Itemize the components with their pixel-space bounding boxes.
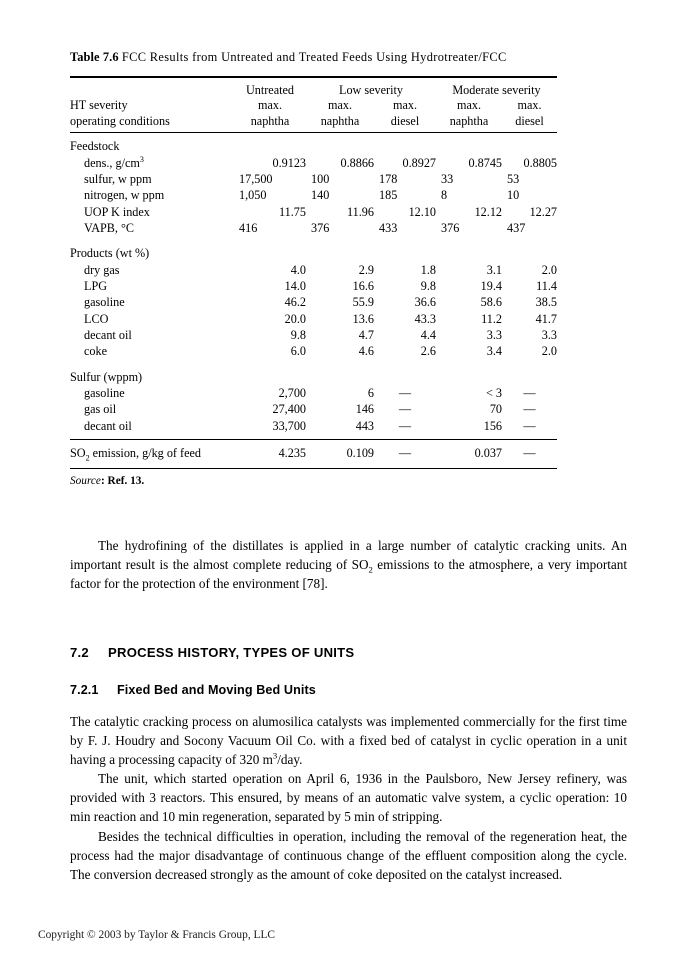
header-max-1: max. xyxy=(257,98,283,113)
fcc-results-table xyxy=(70,76,557,470)
table-row xyxy=(70,294,557,310)
section-title-feedstock: Feedstock xyxy=(70,139,120,154)
cell-sdecant-low-diesel: — xyxy=(398,418,412,433)
cell-so2-untreated-naphtha: 4.235 xyxy=(278,446,306,461)
row-label-nitrogen: nitrogen, w ppm xyxy=(84,188,165,203)
source-text: : Ref. 13. xyxy=(100,475,145,488)
cell-sulfur-mod-naphtha: 33 xyxy=(441,171,454,186)
row-label-lco: LCO xyxy=(84,311,109,326)
cell-gasoline-untreated-naphtha: 46.2 xyxy=(284,295,306,310)
spacer xyxy=(70,461,557,469)
header-group-untreated: Untreated xyxy=(245,82,295,97)
row-label-gasoline-sulfur: gasoline xyxy=(84,386,125,401)
header-stub-line1: HT severity xyxy=(70,98,128,113)
subsection-title: Fixed Bed and Moving Bed Units xyxy=(117,683,316,697)
cell-sulfur-low-diesel: 178 xyxy=(379,171,398,186)
table-row xyxy=(70,418,557,434)
cell-drygas-mod-naphtha: 3.1 xyxy=(486,262,502,277)
header-subcol-4: naphtha xyxy=(449,113,489,128)
table-section-heading xyxy=(70,138,557,154)
cell-nitrogen-low-naphtha: 140 xyxy=(311,188,330,203)
cell-gasoline-mod-naphtha: 58.6 xyxy=(480,295,502,310)
cell-decantoil-mod-naphtha: 3.3 xyxy=(486,328,502,343)
cell-density-mod-naphtha: 0.8745 xyxy=(468,155,502,170)
cell-decantoil-low-diesel: 4.4 xyxy=(420,328,436,343)
cell-coke-low-naphtha: 4.6 xyxy=(358,344,374,359)
cell-nitrogen-low-diesel: 185 xyxy=(379,188,398,203)
table-section-heading xyxy=(70,369,557,385)
section-number: 7.2 xyxy=(70,645,89,660)
cell-sulfur-mod-diesel: 53 xyxy=(507,171,520,186)
header-stub-line2: operating conditions xyxy=(70,113,170,128)
row-label-density: dens., $g/cm^3$ xyxy=(84,154,144,170)
header-max-4: max. xyxy=(456,98,482,113)
cell-sdecant-mod-diesel: — xyxy=(523,418,536,433)
header-stub-blank xyxy=(70,83,234,99)
cell-sgasoline-mod-naphtha: < 3 xyxy=(485,386,502,401)
cell-drygas-low-diesel: 1.8 xyxy=(420,262,436,277)
cell-density-mod-diesel: 0.8805 xyxy=(523,155,557,170)
cell-sgasoline-mod-diesel: — xyxy=(523,386,536,401)
cell-density-low-diesel: 0.8927 xyxy=(402,155,436,170)
cell-decantoil-untreated-naphtha: 9.8 xyxy=(290,328,306,343)
cell-so2-low-naphtha: 0.109 xyxy=(346,446,374,461)
row-label-sulfur: sulfur, w ppm xyxy=(84,171,152,186)
cell-coke-untreated-naphtha: 6.0 xyxy=(290,344,306,359)
table-row xyxy=(70,401,557,417)
cell-decantoil-low-naphtha: 4.7 xyxy=(358,328,374,343)
header-group-moderate-severity: Moderate severity xyxy=(452,82,541,97)
cell-lco-low-naphtha: 13.6 xyxy=(352,311,374,326)
cell-sgasoline-low-diesel: — xyxy=(398,386,412,401)
cell-so2-low-diesel: — xyxy=(398,446,412,461)
subscript-2: 2 xyxy=(85,453,90,463)
cell-sdecant-low-naphtha: 443 xyxy=(355,418,374,433)
cell-density-low-naphtha: 0.8866 xyxy=(340,155,374,170)
table-row-total xyxy=(70,445,557,461)
spacer xyxy=(70,360,557,369)
row-label-coke: coke xyxy=(84,344,108,359)
table-caption-text: FCC Results from Untreated and Treated Feeds Using Hydrotreater/FCC xyxy=(121,50,507,64)
table-source-note xyxy=(70,474,557,489)
section-heading-block xyxy=(70,645,627,660)
cell-vapb-mod-diesel: 437 xyxy=(507,221,526,235)
table-row xyxy=(70,343,557,359)
cell-sdecant-untreated-naphtha: 33,700 xyxy=(272,418,306,433)
table-row xyxy=(70,155,557,171)
paragraph-catalytic-cracking: The catalytic cracking process on alumosilica catalysts was implemented commercially for the first time by F. J. Houdry and Socony Vacuum Oil Co. with a fixed bed of catalyst in cyclic operation in a unit having a processing capacity of 320 $m^3$/day. xyxy=(70,714,627,768)
row-label-gas-oil: gas oil xyxy=(84,402,117,417)
cell-lpg-low-diesel: 9.8 xyxy=(420,279,436,294)
table-caption-label: Table 7.6 xyxy=(70,50,119,64)
cell-coke-mod-naphtha: 3.4 xyxy=(486,344,502,359)
cell-vapb-untreated-naphtha: 416 xyxy=(239,221,258,235)
superscript-3: 3 xyxy=(139,154,144,164)
cell-uopk-low-naphtha: 11.96 xyxy=(347,204,374,219)
header-subcol-2: naphtha xyxy=(320,113,360,128)
table-row xyxy=(70,220,557,236)
cell-lco-untreated-naphtha: 20.0 xyxy=(284,311,306,326)
cell-nitrogen-untreated-naphtha: 1,050 xyxy=(239,188,267,203)
paragraph-the-unit: The unit, which started operation on April 6, 1936 in the Paulsboro, New Jersey refinery, was provided with 3 reactors. This ensured, by means of an automatic valve system, a cyclic operation: 10 min reaction and 10 min regeneration, separated by 5 min of stripping. xyxy=(70,771,627,825)
cell-lco-mod-diesel: 41.7 xyxy=(535,311,557,326)
table-header-max xyxy=(70,98,557,114)
header-group-low-severity: Low severity xyxy=(339,82,403,97)
cell-so2-mod-diesel: — xyxy=(523,446,536,461)
table-header-groups xyxy=(70,83,557,99)
copyright-footer: Copyright © 2003 by Taylor & Francis Group, LLC xyxy=(38,929,276,941)
table-row xyxy=(70,171,557,187)
paragraph-block-2 xyxy=(70,712,627,884)
cell-uopk-untreated-naphtha: 11.75 xyxy=(279,204,306,219)
table-row xyxy=(70,311,557,327)
cell-sgasoline-untreated-naphtha: 2,700 xyxy=(278,386,306,401)
subsection-number: 7.2.1 xyxy=(70,683,99,697)
paragraph-hydrofining: The hydrofining of the distillates is applied in a large number of catalytic cracking units. An important result is the almost complete reducing of $SO_2$ emissions to the atmosphere, a very important factor for the protection of the environment [78]. xyxy=(70,538,627,592)
cell-lco-low-diesel: 43.3 xyxy=(414,311,436,326)
cell-sgasoline-low-naphtha: 6 xyxy=(367,386,374,401)
cell-uopk-low-diesel: 12.10 xyxy=(408,204,436,219)
spacer xyxy=(70,236,557,245)
subsection-heading-block xyxy=(70,683,627,697)
table-row xyxy=(70,278,557,294)
cell-sgasoil-untreated-naphtha: 27,400 xyxy=(272,402,306,417)
cell-gasoline-low-naphtha: 55.9 xyxy=(352,295,374,310)
header-subcol-3: diesel xyxy=(390,113,420,128)
cell-drygas-untreated-naphtha: 4.0 xyxy=(290,262,306,277)
cell-sgasoil-low-diesel: — xyxy=(398,402,412,417)
source-label: Source xyxy=(70,475,101,488)
table-row xyxy=(70,204,557,220)
cell-so2-mod-naphtha: 0.037 xyxy=(474,446,502,461)
table-row xyxy=(70,187,557,203)
row-label-uop-k-index: UOP K index xyxy=(84,204,150,219)
cell-coke-mod-diesel: 2.0 xyxy=(541,344,557,359)
table-rule-bottom xyxy=(70,469,557,470)
cell-vapb-mod-naphtha: 376 xyxy=(441,221,460,235)
header-max-2: max. xyxy=(327,98,353,113)
paragraph-besides: Besides the technical difficulties in operation, including the removal of the regeneration heat, the process had the major disadvantage of continuous change of the effluent composition along the cycle. The conversion decreased strongly as the amount of coke deposited on the catalyst increased. xyxy=(70,828,627,882)
subscript-2-inline: 2 xyxy=(368,564,373,575)
header-max-5: max. xyxy=(517,98,542,113)
subsection-heading-7-2-1 xyxy=(70,683,627,697)
cell-uopk-mod-naphtha: 12.12 xyxy=(474,204,502,219)
superscript-3-inline: 3 xyxy=(272,750,278,761)
cell-lco-mod-naphtha: 11.2 xyxy=(481,311,502,326)
cell-lpg-mod-diesel: 11.4 xyxy=(536,279,557,294)
row-label-decant-oil-products: decant oil xyxy=(84,328,132,343)
table-row xyxy=(70,262,557,278)
cell-uopk-mod-diesel: 12.27 xyxy=(529,204,557,219)
table-caption xyxy=(70,48,557,67)
row-label-dry-gas: dry gas xyxy=(84,262,120,277)
header-max-3: max. xyxy=(392,98,418,113)
table-section-heading xyxy=(70,245,557,261)
header-subcol-1: naphtha xyxy=(250,113,290,128)
section-title-sulfur: Sulfur (wppm) xyxy=(70,369,143,384)
cell-sulfur-low-naphtha: 100 xyxy=(311,171,330,186)
cell-sgasoil-mod-naphtha: 70 xyxy=(489,402,502,417)
table-header-subcols xyxy=(70,114,557,130)
cell-vapb-low-diesel: 433 xyxy=(379,221,398,235)
cell-sgasoil-low-naphtha: 146 xyxy=(355,402,374,417)
cell-coke-low-diesel: 2.6 xyxy=(420,344,436,359)
section-heading-7-2 xyxy=(70,645,627,660)
cell-drygas-mod-diesel: 2.0 xyxy=(541,262,557,277)
cell-vapb-low-naphtha: 376 xyxy=(311,221,330,235)
cell-gasoline-low-diesel: 36.6 xyxy=(414,295,436,310)
cell-decantoil-mod-diesel: 3.3 xyxy=(541,328,557,343)
header-subcol-5: diesel xyxy=(515,113,544,128)
cell-sulfur-untreated-naphtha: 17,500 xyxy=(239,171,273,186)
table-row xyxy=(70,327,557,343)
cell-lpg-low-naphtha: 16.6 xyxy=(352,279,374,294)
cell-nitrogen-mod-diesel: 10 xyxy=(507,188,520,203)
cell-lpg-mod-naphtha: 19.4 xyxy=(480,279,502,294)
paragraph-block-1 xyxy=(70,536,627,593)
table-7-6 xyxy=(70,48,557,489)
row-label-lpg: LPG xyxy=(84,279,108,294)
table-row xyxy=(70,385,557,401)
section-title-products: Products (wt %) xyxy=(70,246,150,261)
cell-sdecant-mod-naphtha: 156 xyxy=(483,418,502,433)
cell-gasoline-mod-diesel: 38.5 xyxy=(535,295,557,310)
cell-density-untreated-naphtha: 0.9123 xyxy=(272,155,306,170)
cell-drygas-low-naphtha: 2.9 xyxy=(358,262,374,277)
row-label-vapb: VAPB, °C xyxy=(84,221,135,235)
section-title: PROCESS HISTORY, TYPES OF UNITS xyxy=(108,645,355,660)
cell-nitrogen-mod-naphtha: 8 xyxy=(441,188,448,203)
row-label-decant-oil-sulfur: decant oil xyxy=(84,418,132,433)
cell-lpg-untreated-naphtha: 14.0 xyxy=(284,279,306,294)
row-label-so2-emission: $SO_2$ emission, g/kg of feed xyxy=(70,446,201,463)
row-label-gasoline-products: gasoline xyxy=(84,295,125,310)
cell-sgasoil-mod-diesel: — xyxy=(523,402,536,417)
